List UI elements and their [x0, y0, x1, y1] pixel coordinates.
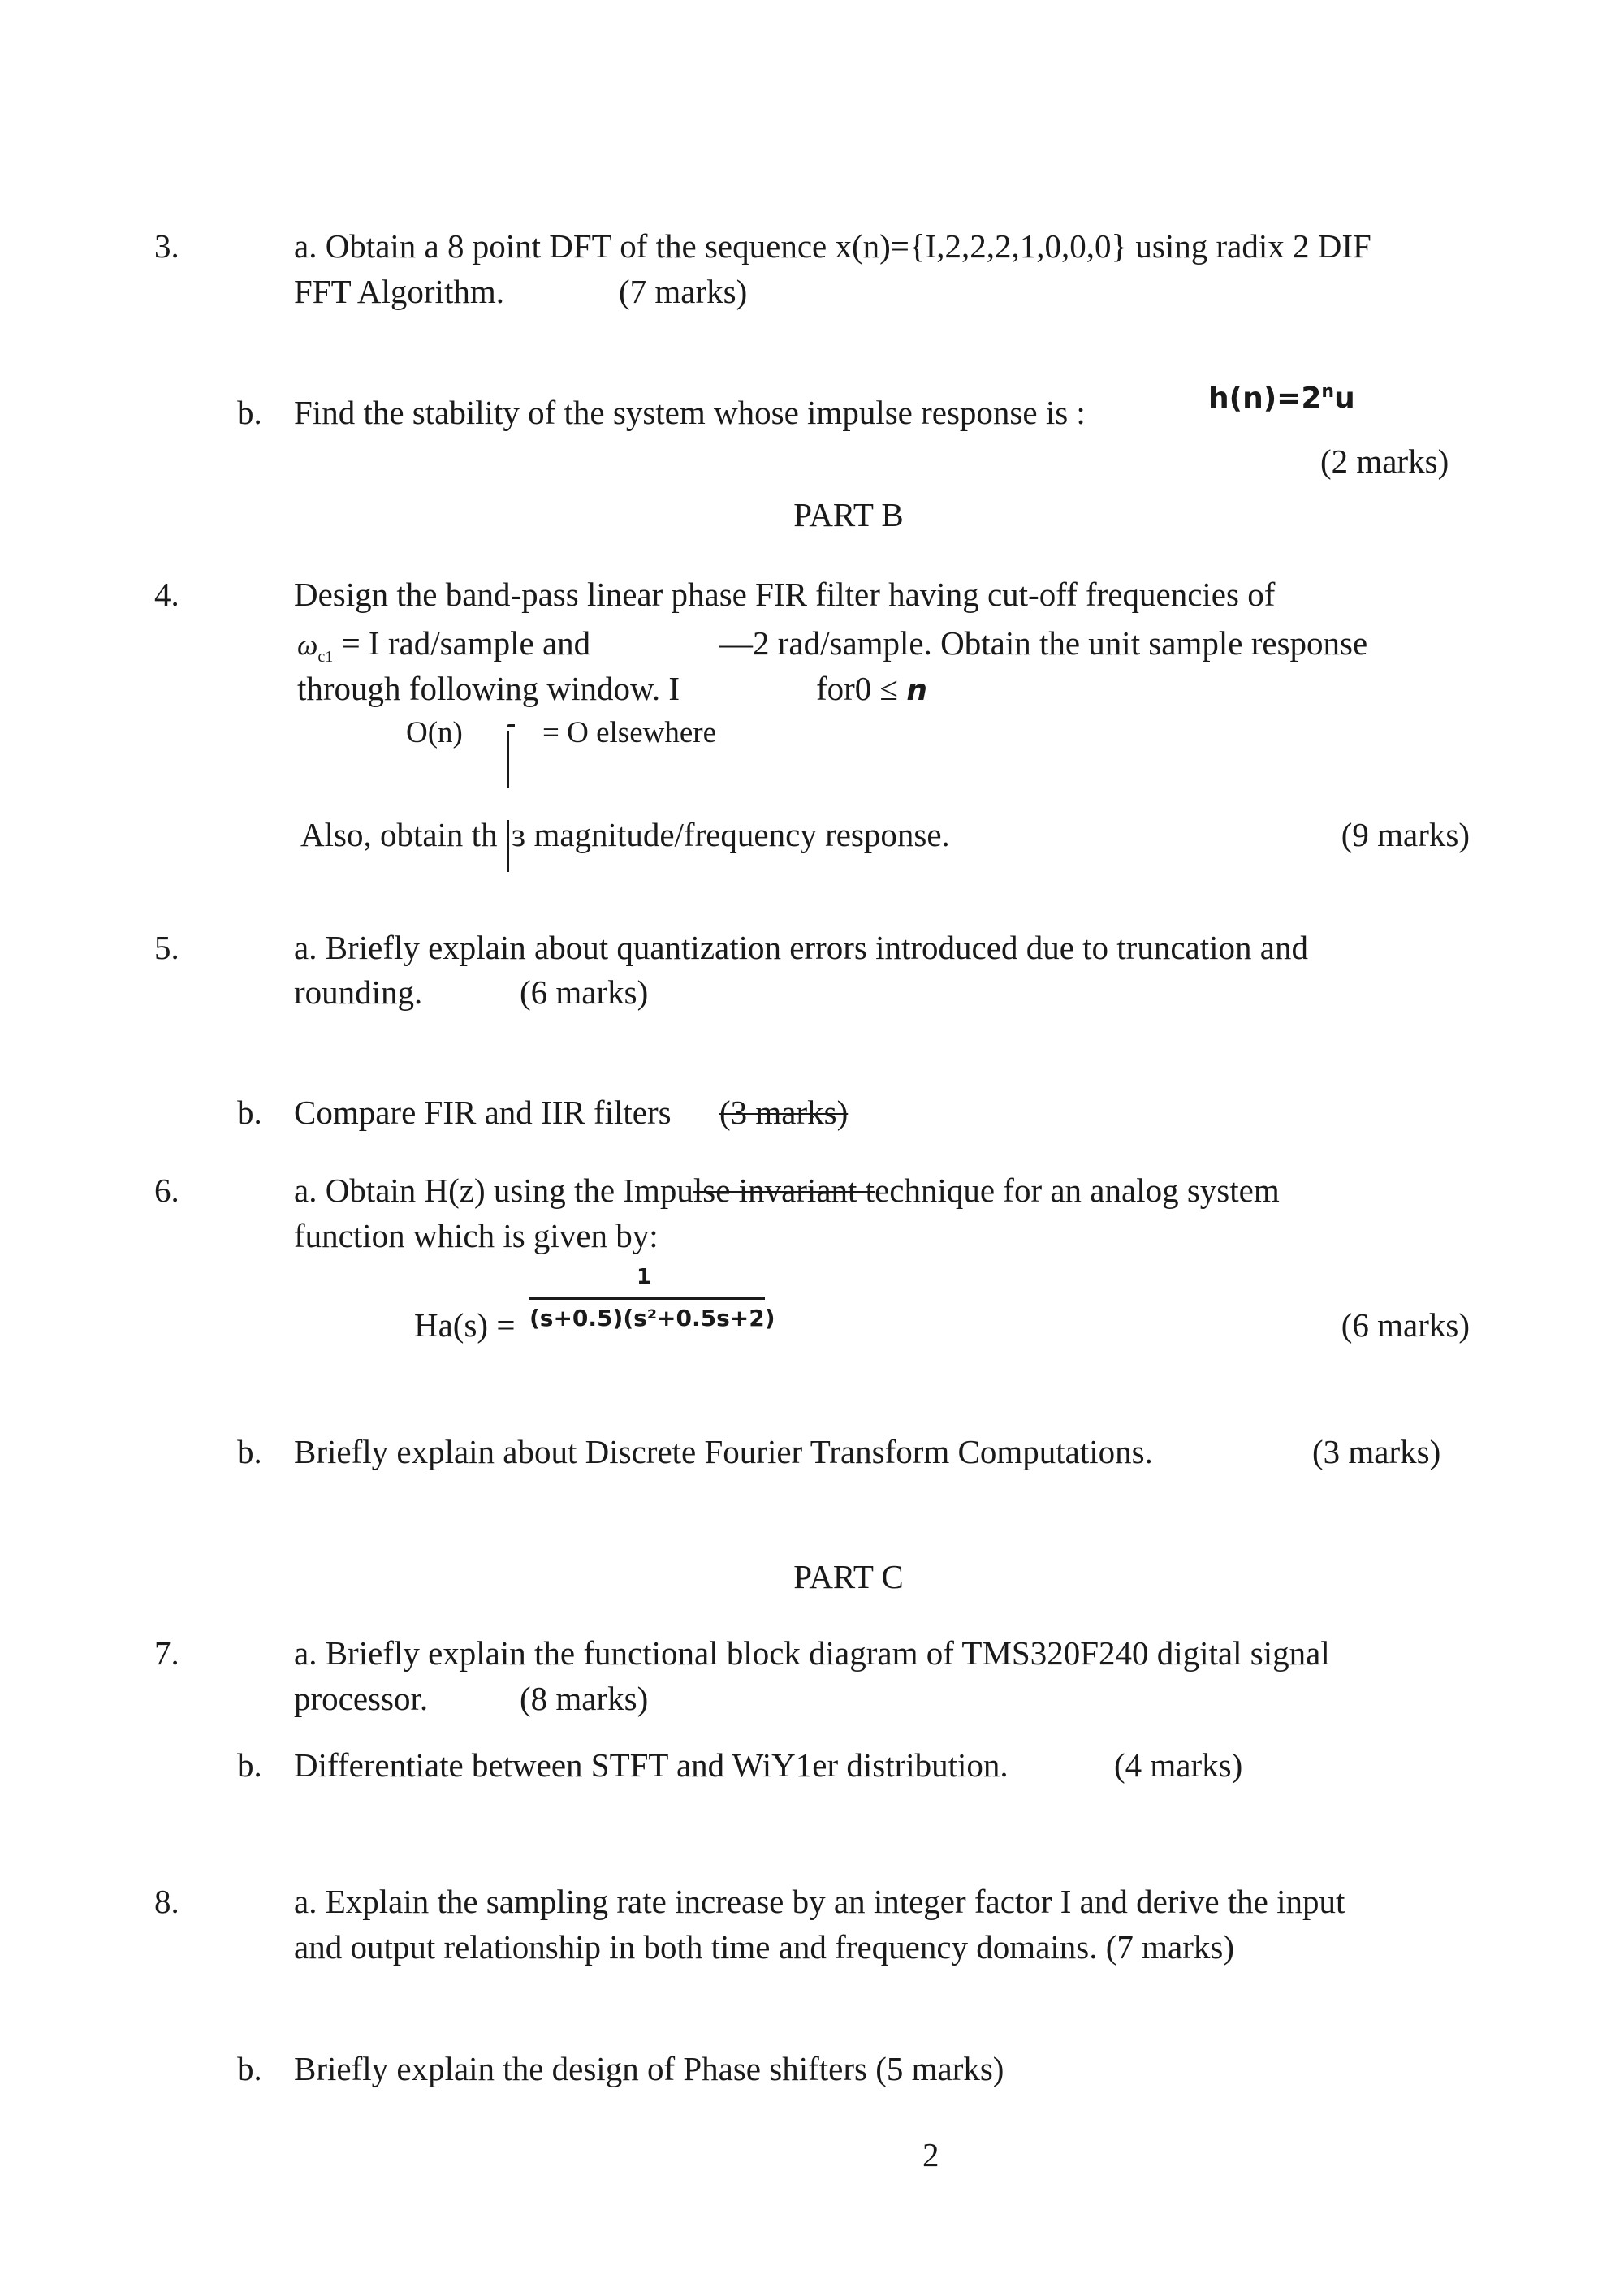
q7b-marks: (4 marks) [1114, 1746, 1243, 1784]
q3a-line2: FFT Algorithm. [294, 273, 504, 310]
q5b-text: Compare FIR and IIR filters [294, 1094, 672, 1131]
fraction-bar [529, 1297, 765, 1300]
q6a-lhs: Ha(s) = [414, 1306, 516, 1344]
q3a-marks: (7 marks) [619, 273, 748, 310]
window-else: = O elsewhere [542, 716, 716, 749]
q3-number: 3. [154, 227, 179, 265]
fraction-numerator: 1 [637, 1265, 652, 1289]
q4-marks: (9 marks) [1341, 816, 1470, 853]
q3b-formula: $h(n)=2^nu$ [1208, 382, 1355, 415]
q6a-line1: a. Obtain H(z) using the Impulse invariant technique for an analog system [294, 1172, 1280, 1209]
part-c-heading: PART C [793, 1558, 904, 1595]
q5-number: 5. [154, 929, 179, 966]
q6a-line2: function which is given by: [294, 1217, 659, 1254]
q8b-text: Briefly explain the design of Phase shifters (5 marks) [294, 2050, 1004, 2087]
q4-line3b: for0 ≤ n [816, 670, 927, 707]
q7a-line1: a. Briefly explain the functional block diagram of TMS320F240 digital signal [294, 1634, 1330, 1672]
q7a-line2: processor. [294, 1680, 429, 1717]
q4-also-b: ɜ magnitude/frequency response. [512, 816, 950, 853]
q4-number: 4. [154, 576, 179, 613]
q3b-marks: (2 marks) [1320, 442, 1449, 480]
q7a-marks: (8 marks) [520, 1680, 649, 1717]
part-b-heading: PART B [793, 496, 904, 533]
q6b-text: Briefly explain about Discrete Fourier Transform Computations. [294, 1433, 1153, 1470]
omega-symbol: ω [297, 628, 318, 661]
fraction-denominator: (s+0.5)(s²+0.5s+2) [529, 1305, 775, 1331]
q4-line3a: through following window. I [297, 670, 680, 707]
q5a-marks: (6 marks) [520, 973, 649, 1011]
q3a-line1: a. Obtain a 8 point DFT of the sequence x(n)={I,2,2,2,1,0,0,0} using radix 2 DIF [294, 227, 1371, 265]
q6b-marks: (3 marks) [1312, 1433, 1441, 1470]
q3b-label: b. [237, 394, 262, 431]
q7b-text: Differentiate between STFT and WiY1er distribution. [294, 1746, 1009, 1784]
q8-number: 8. [154, 1883, 179, 1920]
q3b-text: Find the stability of the system whose impulse response is : [294, 394, 1086, 431]
q5b-marks: (3 marks) [719, 1094, 849, 1131]
q5a-line2: rounding. [294, 973, 423, 1011]
q8a-line1: a. Explain the sampling rate increase by an integer factor I and derive the input [294, 1883, 1345, 1920]
q4-line2a: $\omega_{c1} = I$ rad/sample and [297, 624, 591, 667]
q4-line2b: —2 rad/sample. Obtain the unit sample response [719, 624, 1368, 662]
q8a-line2: and output relationship in both time and frequency domains. (7 marks) [294, 1928, 1234, 1966]
q4-line1: Design the band-pass linear phase FIR filter having cut-off frequencies of [294, 576, 1276, 613]
page-number: 2 [922, 2136, 939, 2173]
q4-also-a: Also, obtain th [300, 816, 498, 853]
brace-top [507, 724, 515, 727]
q6b-label: b. [237, 1433, 262, 1470]
q7b-label: b. [237, 1746, 262, 1784]
q5a-line1: a. Briefly explain about quantization errors introduced due to truncation and [294, 929, 1308, 966]
q8b-label: b. [237, 2050, 262, 2087]
q7-number: 7. [154, 1634, 179, 1672]
q6a-marks: (6 marks) [1341, 1306, 1470, 1344]
window-label: O(n) [406, 716, 463, 749]
brace-upper [507, 731, 509, 788]
q6-number: 6. [154, 1172, 179, 1209]
brace-lower [507, 820, 509, 872]
q5b-label: b. [237, 1094, 262, 1131]
